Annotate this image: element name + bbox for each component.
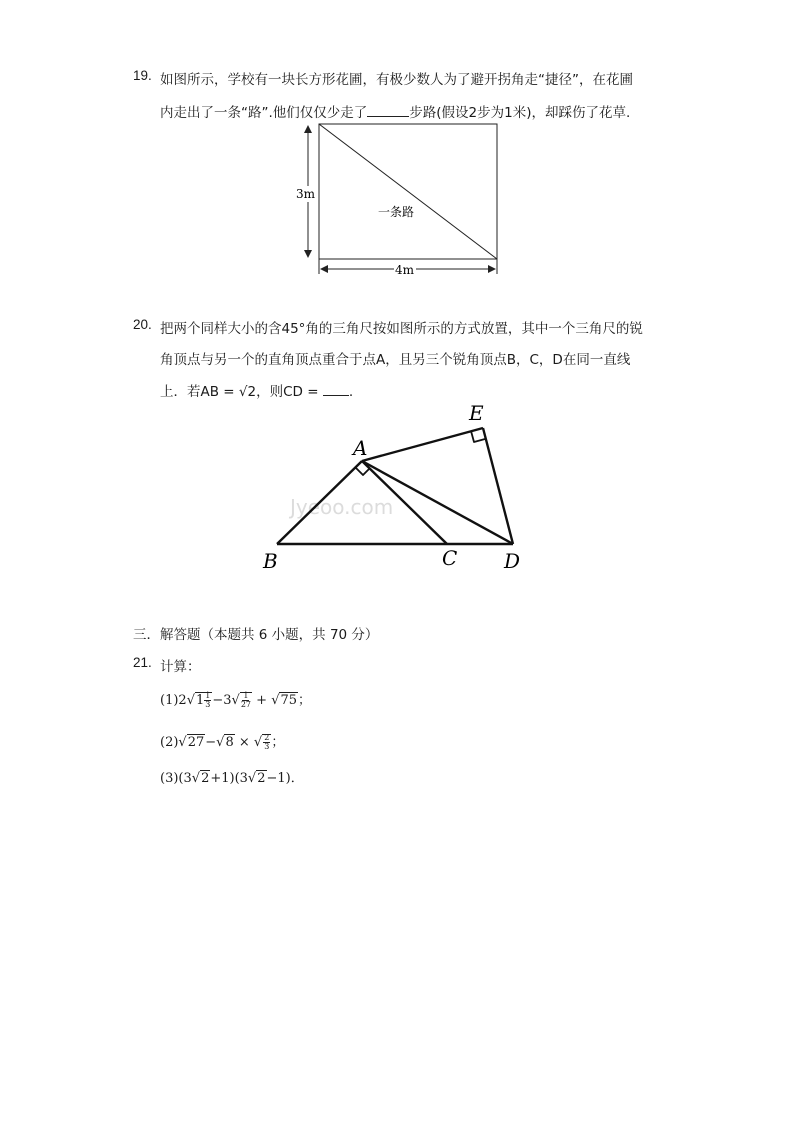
question-20-line1: 把两个同样大小的含45°角的三角尺按如图所示的方式放置，其中一个三角尺的锐 (160, 321, 643, 337)
label-E: E (469, 401, 484, 425)
width-label: 4m (395, 263, 415, 277)
diagonal-path (319, 124, 497, 259)
question-20-line3-text: 上．若AB = √2，则CD = (160, 384, 323, 400)
question-21-title: 计算： (160, 659, 201, 675)
question-20-number: 20. (133, 317, 152, 332)
label-B: B (263, 549, 278, 573)
problem-21-3: (3)(3√2+1)(3√2−1)． (160, 771, 304, 786)
triangle-figure (255, 398, 540, 578)
question-19-number: 19. (133, 68, 152, 83)
question-19-line2-text-b: 步路(假设2步为1米)，却踩伤了花草. (409, 105, 631, 121)
height-label: 3m (296, 187, 316, 201)
side-ED (483, 428, 513, 544)
question-20-line3-end: . (348, 384, 354, 400)
answer-blank-20[interactable] (323, 383, 349, 396)
section-3-heading: 三．解答题（本题共 6 小题，共 70 分） (133, 627, 379, 643)
question-20-line2: 角顶点与另一个的直角顶点重合于点A，且另三个锐角顶点B，C，D在同一直线 (160, 352, 631, 368)
side-AE (362, 428, 483, 461)
problem-21-1: (1)2√1 $\frac{1}{3}$ −3√ $\frac{1}{27}$ + √75； (160, 691, 312, 709)
label-A: A (353, 436, 368, 460)
path-label: 一条路 (378, 205, 415, 219)
question-19-line1: 如图所示，学校有一块长方形花圃，有极少数人为了避开拐角走“捷径”，在花圃 (160, 72, 633, 88)
label-D: D (504, 549, 521, 573)
answer-blank-19[interactable] (367, 104, 409, 117)
question-19-line2-text-a: 内走出了一条“路”.他们仅仅少走了 (160, 105, 368, 121)
right-angle-mark-E (471, 431, 485, 442)
question-20-line3 (160, 380, 353, 400)
watermark: Jyeoo.com (290, 495, 394, 519)
rectangle-garden-figure (290, 118, 510, 278)
question-21-number: 21. (133, 655, 152, 670)
label-C: C (442, 546, 458, 570)
problem-21-2: (2)√27−√8 × √ $\frac{2}{3}$ ； (160, 733, 285, 751)
